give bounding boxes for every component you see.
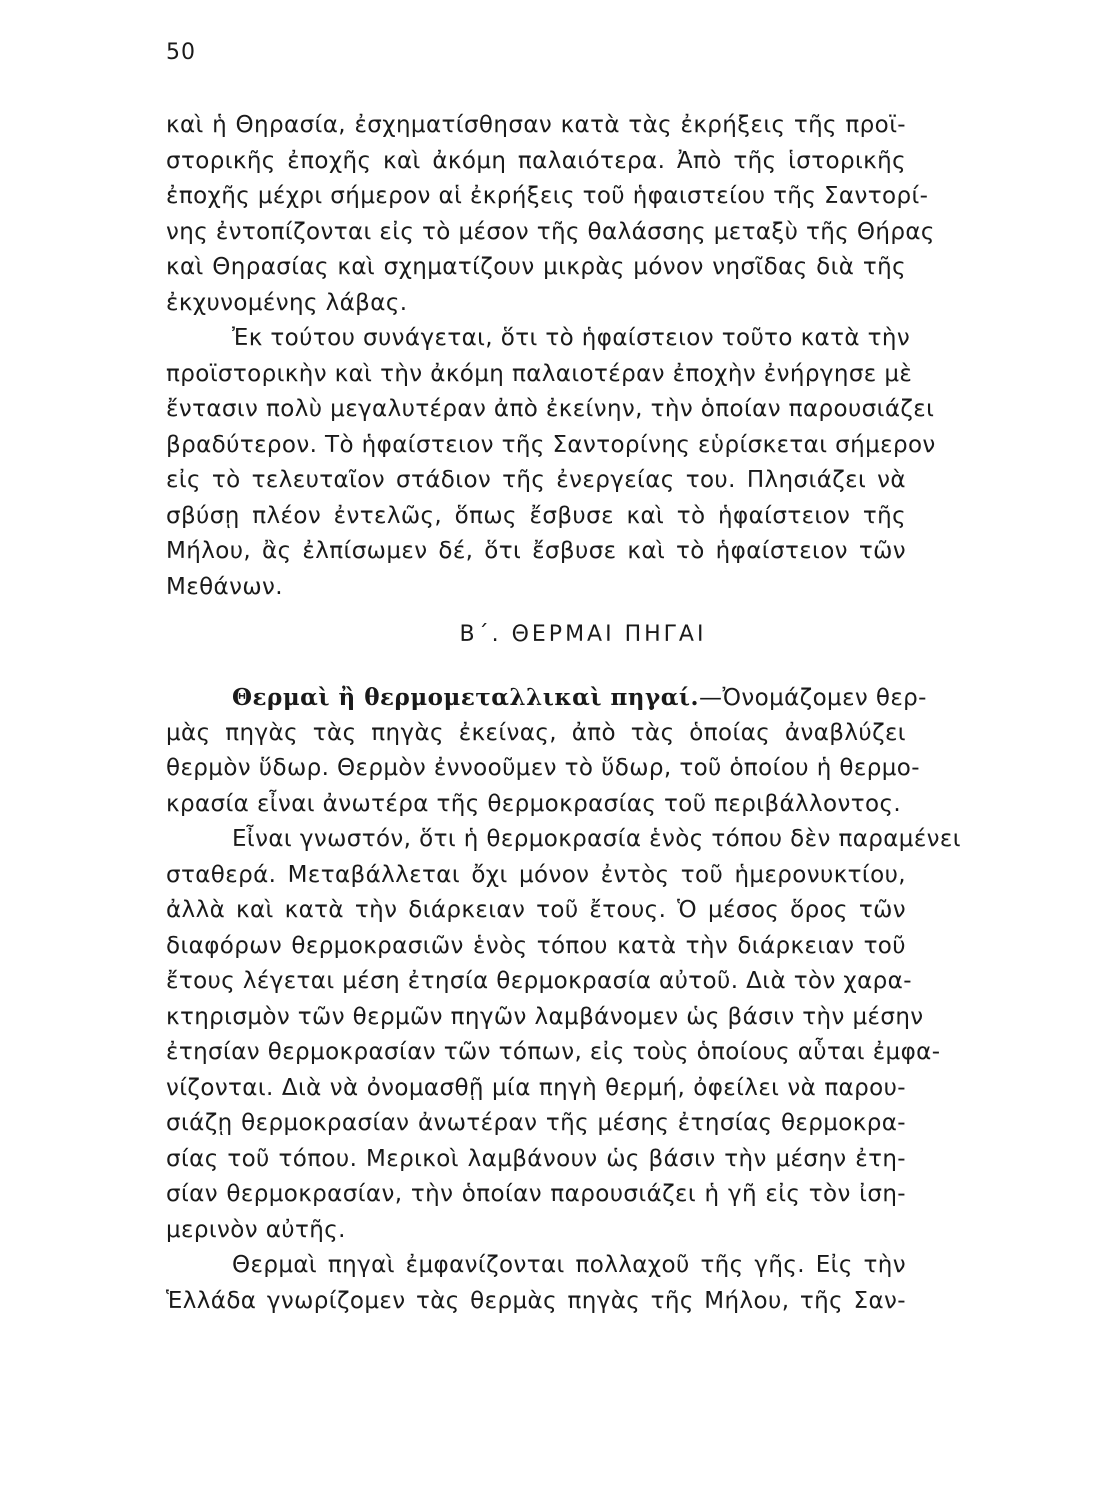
text-line: μερινὸν αὐτῆς.	[166, 1216, 346, 1243]
text-line: διαφόρων θερμοκρασιῶν ἑνὸς τόπου κατὰ τὴν διάρκειαν τοῦ	[166, 932, 906, 959]
text-line: ἔντασιν πολὺ μεγαλυτέραν ἀπὸ ἐκείνην, τὴν ὁποίαν παρουσιάζει	[166, 396, 935, 422]
lead-rest: —Ὀνομάζομεν θερ-	[699, 685, 927, 711]
text-line: ἔτους λέγεται μέση ἐτησία θερμοκρασία αὐτοῦ. Διὰ τὸν χαρα-	[166, 968, 912, 994]
text-line: καὶ ἡ Θηρασία, ἐσχηματίσθησαν κατὰ τὰς ἐκρήξεις τῆς προϊ-	[166, 112, 906, 138]
text-line: Μήλου, ἂς ἐλπίσωμεν δέ, ὅτι ἔσβυσε καὶ τὸ ἡφαίστειον τῶν	[166, 538, 906, 564]
page-number: 50	[166, 40, 196, 65]
section-2-text	[166, 680, 961, 1319]
text-line: σίας τοῦ τόπου. Μερικοὶ λαμβάνουν ὡς βάσιν τὴν μέσην ἐτη-	[166, 1145, 906, 1172]
lead-line	[166, 680, 927, 716]
section-heading: Β΄. ΘΕΡΜΑΙ ΠΗΓΑΙ	[459, 622, 707, 647]
text-line: νης ἐντοπίζονται εἰς τὸ μέσον τῆς θαλάσσης μεταξὺ τῆς Θήρας	[166, 218, 935, 245]
text-line: ἐτησίαν θερμοκρασίαν τῶν τόπων, εἰς τοὺς ὁποίους αὗται ἐμφα-	[166, 1039, 941, 1065]
text-line: σιάζῃ θερμοκρασίαν ἀνωτέραν τῆς μέσης ἐτησίας θερμοκρα-	[166, 1110, 906, 1136]
text-line: σβύσῃ πλέον ἐντελῶς, ὅπως ἔσβυσε καὶ τὸ ἡφαίστειον τῆς	[166, 502, 906, 529]
lead-term: Θερμαὶ ἢ θερμομεταλλικαὶ πηγαί.	[232, 684, 700, 711]
text-line: Θερμαὶ πηγαὶ ἐμφανίζονται πολλαχοῦ τῆς γῆς. Εἰς τὴν	[232, 1252, 906, 1278]
text-line: σίαν θερμοκρασίαν, τὴν ὁποίαν παρουσιάζει ἡ γῆ εἰς τὸν ἰση-	[166, 1181, 906, 1207]
text-line: μὰς πηγὰς τὰς πηγὰς ἐκείνας, ἀπὸ τὰς ὁποίας ἀναβλύζει	[166, 719, 906, 746]
text-line: ἐποχῆς μέχρι σήμερον αἱ ἐκρήξεις τοῦ ἡφαιστείου τῆς Σαντορί-	[166, 183, 929, 209]
text-line: νίζονται. Διὰ νὰ ὀνομασθῇ μία πηγὴ θερμή, ὀφείλει νὰ παρου-	[166, 1074, 906, 1101]
text-line: καὶ Θηρασίας καὶ σχηματίζουν μικρὰς μόνον νησῖδας διὰ τῆς	[166, 254, 906, 280]
text-line: Ἐκ τούτου συνάγεται, ὅτι τὸ ἡφαίστειον τοῦτο κατὰ τὴν	[232, 325, 911, 351]
text-line: ἐκχυνομένης λάβας.	[166, 289, 408, 316]
text-line: Μεθάνων.	[166, 573, 283, 600]
section-1-text	[166, 108, 936, 605]
text-line: θερμὸν ὕδωρ. Θερμὸν ἐννοοῦμεν τὸ ὕδωρ, τοῦ ὁποίου ἡ θερμο-	[166, 755, 920, 781]
text-line: κτηρισμὸν τῶν θερμῶν πηγῶν λαμβάνομεν ὡς βάσιν τὴν μέσην	[166, 1003, 924, 1030]
text-line: σταθερά. Μεταβάλλεται ὄχι μόνον ἐντὸς τοῦ ἡμερονυκτίου,	[166, 861, 906, 888]
text-line: βραδύτερον. Τὸ ἡφαίστειον τῆς Σαντορίνης εὑρίσκεται σήμερον	[166, 431, 936, 458]
text-line: Εἶναι γνωστόν, ὅτι ἡ θερμοκρασία ἑνὸς τόπου δὲν παραμένει	[232, 826, 961, 852]
text-line: εἰς τὸ τελευταῖον στάδιον τῆς ἐνεργείας του. Πλησιάζει νὰ	[166, 467, 906, 493]
text-line: ἀλλὰ καὶ κατὰ τὴν διάρκειαν τοῦ ἔτους. Ὁ μέσος ὅρος τῶν	[166, 897, 906, 923]
text-line: προϊστορικὴν καὶ τὴν ἀκόμη παλαιοτέραν ἐποχὴν ἐνήργησε μὲ	[166, 360, 913, 387]
text-line: Ἑλλάδα γνωρίζομεν τὰς θερμὰς πηγὰς τῆς Μήλου, τῆς Σαν-	[166, 1287, 906, 1314]
text-line: στορικῆς ἐποχῆς καὶ ἀκόμη παλαιότερα. Ἀπὸ τῆς ἱστορικῆς	[166, 147, 906, 174]
text-line: κρασία εἶναι ἀνωτέρα τῆς θερμοκρασίας τοῦ περιβάλλοντος.	[166, 790, 902, 817]
